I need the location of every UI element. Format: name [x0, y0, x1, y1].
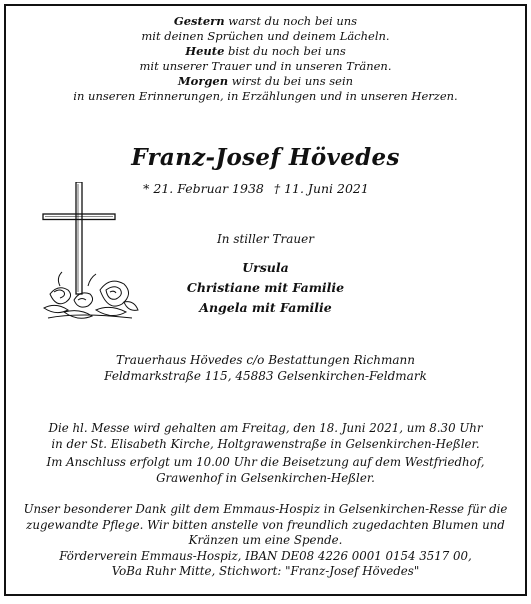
life-dates	[106, 181, 406, 196]
family-member: Ursula	[242, 260, 289, 275]
service-line: Die hl. Messe wird gehalten am Freitag, den 18. Juni 2021, um 8.30 Uhr	[48, 421, 483, 435]
poem-lead-word: Morgen	[177, 74, 229, 89]
poem-line: mit unserer Trauer und in unseren Tränen.	[139, 58, 392, 73]
address-line: Feldmarkstraße 115, 45883 Gelsenkirchen-Feldmark	[104, 369, 427, 383]
mourning-intro: In stiller Trauer	[217, 232, 314, 246]
thanks-line: Unser besonderer Dank gilt dem Emmaus-Hospiz in Gelsenkirchen-Resse für die	[23, 502, 508, 516]
obituary-notice	[4, 4, 527, 596]
poem-line	[6, 14, 525, 29]
family-member: Angela mit Familie	[199, 300, 332, 315]
funeral-home-address	[6, 352, 525, 384]
family-member: Christiane mit Familie	[186, 280, 345, 295]
service-line: Im Anschluss erfolgt um 10.00 Uhr die Beisetzung auf dem Westfriedhof,	[46, 455, 485, 469]
poem-line-text: bist du noch bei uns	[224, 44, 346, 59]
poem-stanza	[6, 14, 525, 43]
poem-line: in unseren Erinnerungen, in Erzählungen und in unseren Herzen.	[73, 88, 458, 103]
family-list	[6, 258, 525, 318]
thanks-section	[6, 502, 525, 580]
thanks-line: zugewandte Pflege. Wir bitten anstelle von freundlich zugedachten Blumen und	[26, 517, 505, 532]
poem-stanza	[6, 44, 525, 73]
poem-stanza	[6, 74, 525, 103]
donation-line: VoBa Ruhr Mitte, Stichwort: "Franz-Josef Hövedes"	[111, 564, 420, 579]
poem-line: mit deinen Sprüchen und deinem Lächeln.	[141, 28, 390, 43]
poem-line	[6, 74, 525, 89]
poem-line-text: warst du noch bei uns	[224, 14, 358, 28]
birth-date: * 21. Februar 1938	[143, 181, 264, 196]
poem	[6, 14, 525, 105]
service-line: in der St. Elisabeth Kirche, Holtgrawenstraße in Gelsenkirchen-Heßler.	[51, 436, 480, 451]
service-line: Grawenhof in Gelsenkirchen-Heßler.	[156, 470, 375, 485]
death-date: † 11. Juni 2021	[273, 181, 369, 196]
poem-lead-word: Gestern	[173, 14, 225, 28]
donation-line: Förderverein Emmaus-Hospiz, IBAN DE08 4226 0001 0154 3517 00,	[59, 548, 472, 563]
service-details	[6, 421, 525, 486]
deceased-name: Franz-Josef Hövedes	[131, 144, 400, 171]
thanks-line: Kränzen um eine Spende.	[188, 533, 343, 548]
address-line: Trauerhaus Hövedes c/o Bestattungen Richmann	[116, 353, 415, 367]
poem-line-text: wirst du bei uns sein	[228, 74, 354, 89]
poem-lead-word: Heute	[185, 44, 225, 59]
poem-line	[6, 44, 525, 59]
